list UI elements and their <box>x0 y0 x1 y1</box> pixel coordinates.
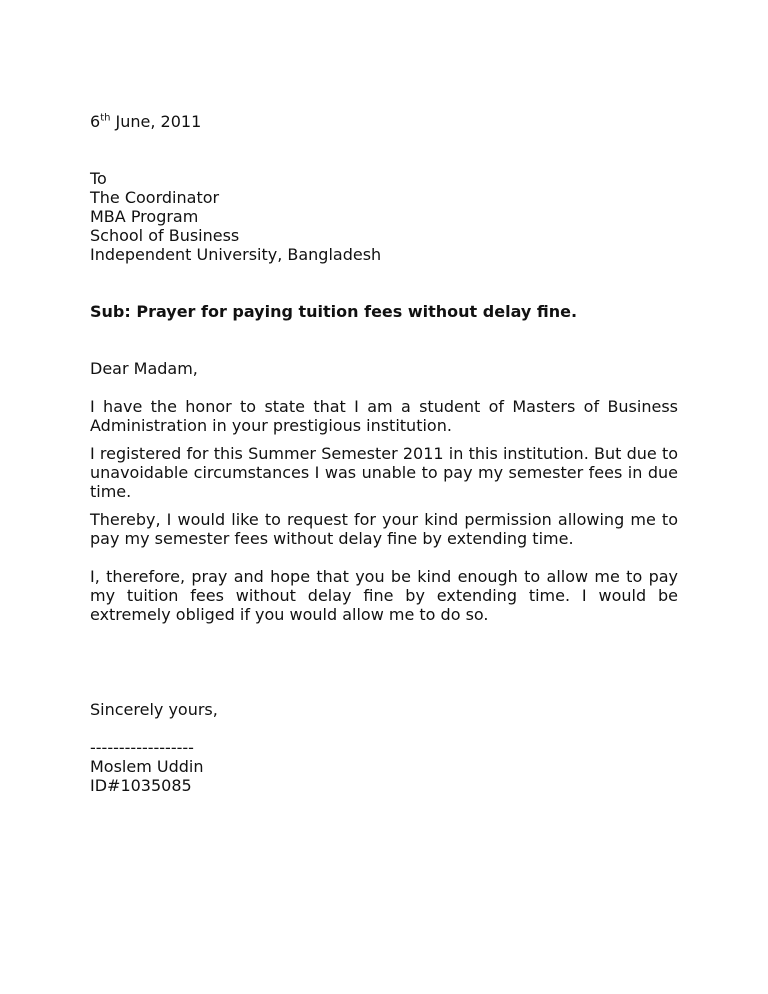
address-line: The Coordinator <box>90 188 220 207</box>
letter-date <box>90 112 678 131</box>
address-line: To <box>90 169 107 188</box>
address-line: MBA Program <box>90 207 199 226</box>
date-day: 6 <box>90 112 101 131</box>
letter-body <box>90 112 678 795</box>
salutation: Dear Madam, <box>90 359 198 378</box>
body-paragraph: Thereby, I would like to request for your kind permission allowing me to pay my semester fees without delay fine by extending time. <box>90 510 678 548</box>
signature-line: ------------------ <box>90 738 194 757</box>
letter-subject: Sub: Prayer for paying tuition fees without delay fine. <box>90 302 578 321</box>
body-paragraph: I have the honor to state that I am a student of Masters of Business Administration in your prestigious institution. <box>90 397 678 435</box>
sender-id: ID#1035085 <box>90 776 192 795</box>
closing: Sincerely yours, <box>90 700 218 719</box>
address-line: School of Business <box>90 226 240 245</box>
address-line: Independent University, Bangladesh <box>90 245 382 264</box>
sender-name: Moslem Uddin <box>90 757 204 776</box>
signature-block <box>90 738 678 795</box>
body-paragraph: I registered for this Summer Semester 2011 in this institution. But due to unavoidable circumstances I was unable to pay my semester fees in due time. <box>90 444 678 501</box>
recipient-address <box>90 169 678 264</box>
date-suffix: th <box>100 112 111 124</box>
body-paragraph: I, therefore, pray and hope that you be kind enough to allow me to pay my tuition fees without delay fine by extending time. I would be extremely obliged if you would allow me to do so. <box>90 567 678 624</box>
date-month-year: June, 2011 <box>110 112 202 131</box>
